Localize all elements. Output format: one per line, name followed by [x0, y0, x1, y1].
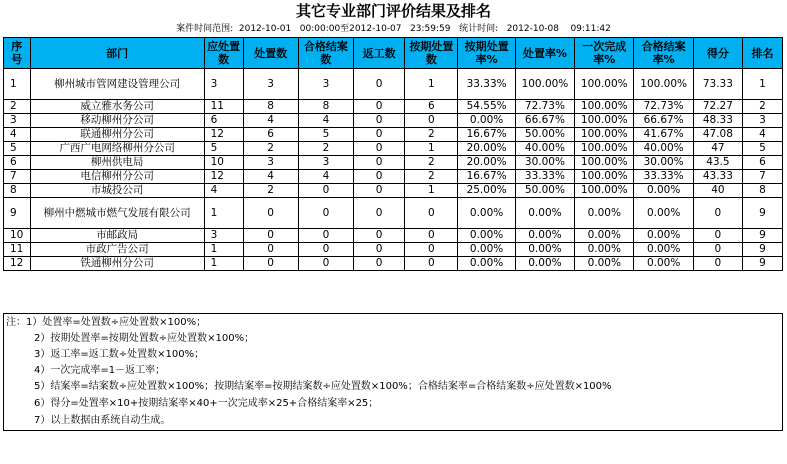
cell-index: 6 — [4, 156, 31, 170]
cell-due: 4 — [204, 184, 243, 198]
cell-qualified-rate: 66.67% — [634, 114, 693, 128]
cell-index: 3 — [4, 114, 31, 128]
cell-index: 11 — [4, 243, 31, 257]
cell-rank: 5 — [742, 142, 782, 156]
header-cell-first-time-rate: 一次完成率% — [575, 38, 634, 69]
cell-rank: 7 — [742, 170, 782, 184]
cell-handled: 0 — [243, 243, 298, 257]
cell-qualified: 0 — [298, 229, 353, 243]
cell-index: 4 — [4, 128, 31, 142]
cell-department: 广西广电网络柳州分公司 — [30, 142, 204, 156]
header-cell-ontime: 按期处置数 — [405, 38, 458, 69]
header-cell-ontime-rate: 按期处置率% — [458, 38, 515, 69]
cell-handle-rate: 0.00% — [515, 198, 574, 229]
cell-handled: 0 — [243, 229, 298, 243]
table-row — [4, 69, 783, 100]
header-row — [4, 38, 783, 69]
cell-handled: 0 — [243, 257, 298, 271]
cell-score: 0 — [693, 243, 742, 257]
table-row — [4, 184, 783, 198]
cell-department: 柳州中燃城市燃气发展有限公司 — [30, 198, 204, 229]
cell-rework: 0 — [354, 100, 405, 114]
cell-rank: 6 — [742, 156, 782, 170]
cell-score: 73.33 — [693, 69, 742, 100]
cell-handle-rate: 72.73% — [515, 100, 574, 114]
cell-first-time-rate: 100.00% — [575, 156, 634, 170]
cell-ontime-rate: 0.00% — [458, 257, 515, 271]
header-cell-index: 序号 — [4, 38, 31, 69]
table-row — [4, 100, 783, 114]
cell-first-time-rate: 100.00% — [575, 100, 634, 114]
cell-handled: 4 — [243, 170, 298, 184]
cell-qualified: 5 — [298, 128, 353, 142]
cell-due: 12 — [204, 170, 243, 184]
cell-qualified-rate: 100.00% — [634, 69, 693, 100]
cell-ontime: 2 — [405, 156, 458, 170]
cell-handled: 8 — [243, 100, 298, 114]
cell-qualified: 0 — [298, 243, 353, 257]
header-cell-rework: 返工数 — [354, 38, 405, 69]
cell-ontime: 1 — [405, 184, 458, 198]
cell-qualified: 0 — [298, 184, 353, 198]
cell-handle-rate: 40.00% — [515, 142, 574, 156]
cell-department: 电信柳州分公司 — [30, 170, 204, 184]
cell-department: 威立雅水务公司 — [30, 100, 204, 114]
cell-due: 5 — [204, 142, 243, 156]
cell-first-time-rate: 0.00% — [575, 257, 634, 271]
cell-rework: 0 — [354, 243, 405, 257]
cell-qualified: 0 — [298, 198, 353, 229]
cell-ontime-rate: 16.67% — [458, 170, 515, 184]
cell-score: 47.08 — [693, 128, 742, 142]
cell-score: 40 — [693, 184, 742, 198]
cell-handle-rate: 100.00% — [515, 69, 574, 100]
cell-score: 43.5 — [693, 156, 742, 170]
table-row — [4, 257, 783, 271]
cell-handled: 3 — [243, 156, 298, 170]
table-row — [4, 243, 783, 257]
cell-first-time-rate: 0.00% — [575, 243, 634, 257]
cell-due: 3 — [204, 69, 243, 100]
cell-ontime: 0 — [405, 198, 458, 229]
cell-rank: 3 — [742, 114, 782, 128]
cell-rework: 0 — [354, 69, 405, 100]
cell-first-time-rate: 0.00% — [575, 198, 634, 229]
cell-handled: 2 — [243, 184, 298, 198]
cell-department: 柳州城市管网建设管理公司 — [30, 69, 204, 100]
note-line: 6）得分=处置率×10+按期结案率×40+一次完成率×25+合格结案率×25； — [34, 398, 379, 409]
cell-rework: 0 — [354, 156, 405, 170]
note-line: 3）返工率=返工数÷处置数×100%； — [34, 349, 205, 360]
cell-ontime-rate: 0.00% — [458, 243, 515, 257]
cell-ontime-rate: 0.00% — [458, 198, 515, 229]
cell-handle-rate: 0.00% — [515, 243, 574, 257]
cell-ontime: 2 — [405, 128, 458, 142]
cell-qualified: 3 — [298, 156, 353, 170]
cell-due: 3 — [204, 229, 243, 243]
cell-handled: 3 — [243, 69, 298, 100]
cell-rank: 9 — [742, 243, 782, 257]
cell-department: 移动柳州分公司 — [30, 114, 204, 128]
cell-rework: 0 — [354, 184, 405, 198]
cell-ontime-rate: 0.00% — [458, 114, 515, 128]
cell-handled: 2 — [243, 142, 298, 156]
cell-ontime-rate: 20.00% — [458, 156, 515, 170]
cell-score: 0 — [693, 198, 742, 229]
cell-ontime-rate: 25.00% — [458, 184, 515, 198]
cell-rank: 9 — [742, 229, 782, 243]
cell-rework: 0 — [354, 114, 405, 128]
table-row — [4, 229, 783, 243]
cell-qualified-rate: 41.67% — [634, 128, 693, 142]
cell-ontime: 1 — [405, 69, 458, 100]
cell-index: 5 — [4, 142, 31, 156]
cell-due: 11 — [204, 100, 243, 114]
cell-qualified-rate: 0.00% — [634, 229, 693, 243]
cell-qualified-rate: 0.00% — [634, 198, 693, 229]
cell-first-time-rate: 100.00% — [575, 184, 634, 198]
cell-ontime: 0 — [405, 257, 458, 271]
cell-due: 1 — [204, 257, 243, 271]
cell-qualified-rate: 0.00% — [634, 243, 693, 257]
cell-score: 0 — [693, 257, 742, 271]
cell-ontime-rate: 33.33% — [458, 69, 515, 100]
cell-ontime: 0 — [405, 114, 458, 128]
note-line: 注：1）处置率=处置数÷应处置数×100%； — [6, 317, 207, 328]
header-cell-department: 部门 — [30, 38, 204, 69]
cell-ontime-rate: 20.00% — [458, 142, 515, 156]
cell-ontime-rate: 54.55% — [458, 100, 515, 114]
cell-qualified: 8 — [298, 100, 353, 114]
evaluation-table — [3, 37, 783, 271]
cell-rank: 9 — [742, 198, 782, 229]
table-row — [4, 142, 783, 156]
cell-qualified-rate: 33.33% — [634, 170, 693, 184]
cell-index: 10 — [4, 229, 31, 243]
table-row — [4, 114, 783, 128]
cell-ontime-rate: 0.00% — [458, 229, 515, 243]
cell-score: 48.33 — [693, 114, 742, 128]
table-row — [4, 170, 783, 184]
cell-handle-rate: 50.00% — [515, 184, 574, 198]
cell-score: 0 — [693, 229, 742, 243]
cell-qualified: 4 — [298, 114, 353, 128]
cell-first-time-rate: 0.00% — [575, 229, 634, 243]
cell-handle-rate: 50.00% — [515, 128, 574, 142]
cell-index: 1 — [4, 69, 31, 100]
table-row — [4, 128, 783, 142]
cell-rework: 0 — [354, 229, 405, 243]
cell-score: 43.33 — [693, 170, 742, 184]
cell-qualified-rate: 40.00% — [634, 142, 693, 156]
table-row — [4, 198, 783, 229]
note-line: 2）按期处置率=按期处置数÷应处置数×100%； — [34, 333, 255, 344]
cell-due: 1 — [204, 243, 243, 257]
cell-qualified-rate: 72.73% — [634, 100, 693, 114]
header-cell-handle-rate: 处置率% — [515, 38, 574, 69]
cell-score: 47 — [693, 142, 742, 156]
cell-handle-rate: 66.67% — [515, 114, 574, 128]
cell-first-time-rate: 100.00% — [575, 142, 634, 156]
cell-rework: 0 — [354, 170, 405, 184]
cell-index: 2 — [4, 100, 31, 114]
cell-ontime: 2 — [405, 170, 458, 184]
note-line: 4）一次完成率=1－返工率； — [34, 365, 166, 376]
cell-rank: 9 — [742, 257, 782, 271]
cell-ontime: 1 — [405, 142, 458, 156]
cell-score: 72.27 — [693, 100, 742, 114]
cell-qualified: 0 — [298, 257, 353, 271]
cell-rework: 0 — [354, 142, 405, 156]
cell-first-time-rate: 100.00% — [575, 128, 634, 142]
cell-due: 6 — [204, 114, 243, 128]
header-cell-qualified: 合格结案数 — [298, 38, 353, 69]
cell-due: 1 — [204, 198, 243, 229]
header-cell-score: 得分 — [693, 38, 742, 69]
cell-qualified: 3 — [298, 69, 353, 100]
table-row — [4, 156, 783, 170]
note-line: 5）结案率=结案数÷应处置数×100%；按期结案率=按期结案数÷应处置数×100%；合格结案率=合格结案数÷应处置数×100% — [34, 381, 612, 392]
cell-rank: 1 — [742, 69, 782, 100]
cell-qualified-rate: 0.00% — [634, 184, 693, 198]
cell-handle-rate: 33.33% — [515, 170, 574, 184]
cell-department: 市城投公司 — [30, 184, 204, 198]
cell-department: 联通柳州分公司 — [30, 128, 204, 142]
cell-rank: 8 — [742, 184, 782, 198]
cell-handled: 6 — [243, 128, 298, 142]
cell-index: 7 — [4, 170, 31, 184]
header-cell-rank: 排名 — [742, 38, 782, 69]
cell-handle-rate: 0.00% — [515, 229, 574, 243]
cell-rework: 0 — [354, 198, 405, 229]
cell-department: 市政广告公司 — [30, 243, 204, 257]
report-title: 其它专业部门评价结果及排名 — [295, 2, 491, 20]
notes-box — [3, 313, 783, 431]
cell-ontime-rate: 16.67% — [458, 128, 515, 142]
cell-rank: 4 — [742, 128, 782, 142]
cell-qualified: 2 — [298, 142, 353, 156]
header-cell-handled: 处置数 — [243, 38, 298, 69]
cell-rank: 2 — [742, 100, 782, 114]
cell-qualified-rate: 0.00% — [634, 257, 693, 271]
cell-department: 市邮政局 — [30, 229, 204, 243]
cell-department: 铁通柳州分公司 — [30, 257, 204, 271]
cell-qualified-rate: 30.00% — [634, 156, 693, 170]
cell-index: 12 — [4, 257, 31, 271]
cell-due: 10 — [204, 156, 243, 170]
cell-ontime: 0 — [405, 229, 458, 243]
cell-first-time-rate: 100.00% — [575, 114, 634, 128]
cell-handle-rate: 30.00% — [515, 156, 574, 170]
header-cell-due: 应处置数 — [204, 38, 243, 69]
report-subtitle: 案件时间范围: 2012-10-01 00:00:00至2012-10-07 23:59:59 统计时间: 2012-10-08 09:11:42 — [176, 24, 611, 34]
header-cell-qualified-rate: 合格结案率% — [634, 38, 693, 69]
cell-handled: 4 — [243, 114, 298, 128]
cell-index: 9 — [4, 198, 31, 229]
cell-ontime: 6 — [405, 100, 458, 114]
cell-rework: 0 — [354, 257, 405, 271]
cell-ontime: 0 — [405, 243, 458, 257]
cell-first-time-rate: 100.00% — [575, 69, 634, 100]
cell-department: 柳州供电局 — [30, 156, 204, 170]
cell-due: 12 — [204, 128, 243, 142]
cell-handle-rate: 0.00% — [515, 257, 574, 271]
cell-rework: 0 — [354, 128, 405, 142]
cell-index: 8 — [4, 184, 31, 198]
cell-qualified: 4 — [298, 170, 353, 184]
note-line: 7）以上数据由系统自动生成。 — [34, 415, 171, 426]
cell-handled: 0 — [243, 198, 298, 229]
cell-first-time-rate: 100.00% — [575, 170, 634, 184]
